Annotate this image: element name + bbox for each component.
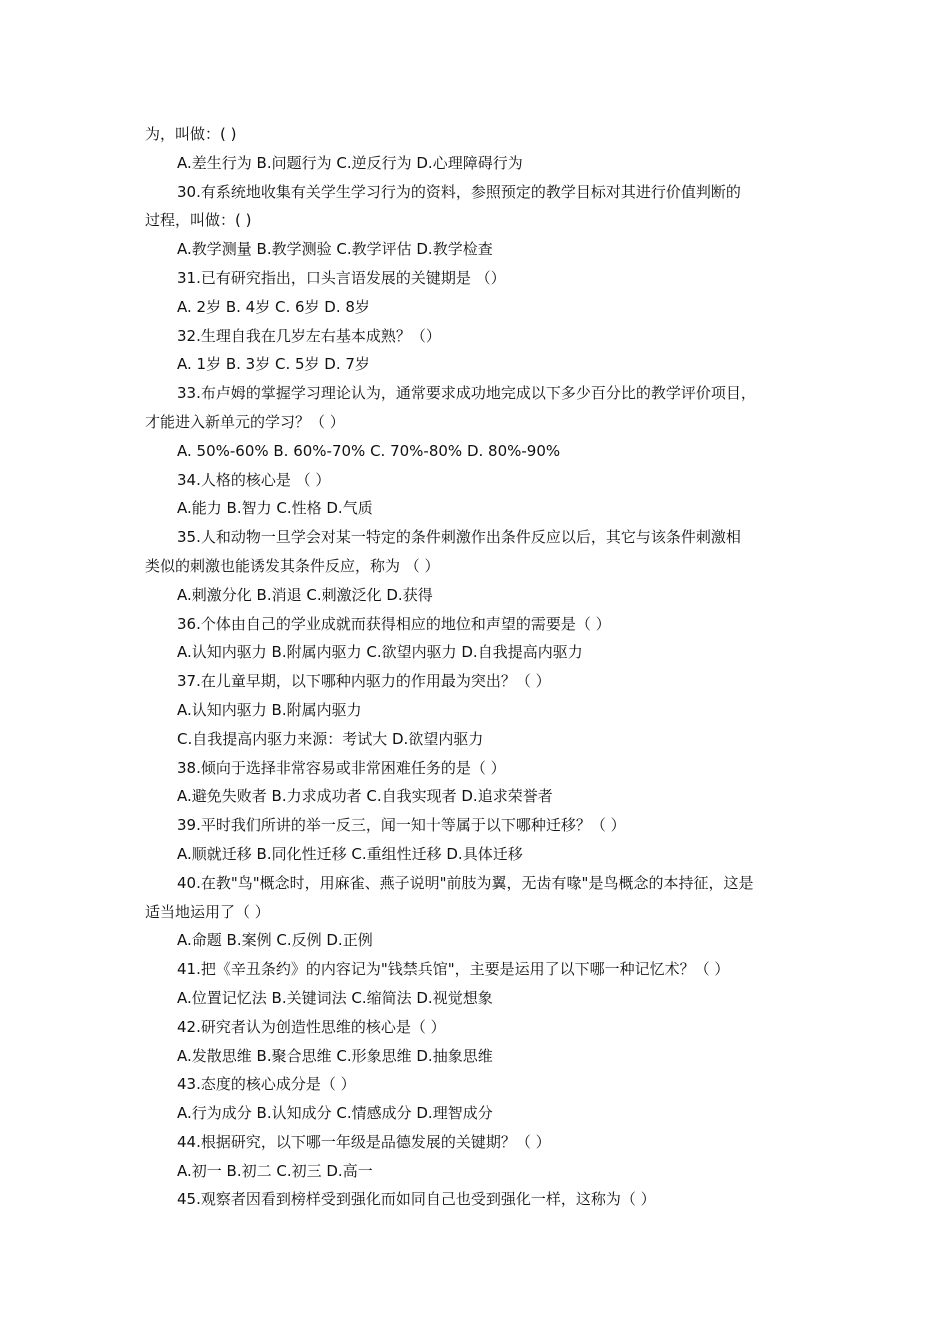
question-line: 40.在教"鸟"概念时，用麻雀、燕子说明"前肢为翼，无齿有喙"是鸟概念的本持征，这是: [177, 873, 754, 892]
question-line: 38.倾向于选择非常容易或非常困难任务的是（ ）: [177, 758, 506, 777]
question-line: 31.已有研究指出，口头言语发展的关键期是 （）: [177, 268, 506, 287]
question-line: 43.态度的核心成分是（ ）: [177, 1075, 356, 1094]
question-line: 41.把《辛丑条约》的内容记为"钱禁兵馆"，主要是运用了以下哪一种记忆术？（ ）: [177, 960, 730, 979]
question-line: 42.研究者认为创造性思维的核心是（ ）: [177, 1017, 446, 1036]
options-line: A.差生行为 B.问题行为 C.逆反行为 D.心理障碍行为: [177, 153, 523, 172]
question-continuation-line: 为，叫做：( ): [145, 125, 237, 143]
options-line: A.避免失败者 B.力求成功者 C.自我实现者 D.追求荣誉者: [177, 787, 553, 806]
question-line: 30.有系统地收集有关学生学习行为的资料，参照预定的教学目标对其进行价值判断的: [177, 182, 741, 201]
question-line: 39.平时我们所讲的举一反三，闻一知十等属于以下哪种迁移？（ ）: [177, 816, 626, 835]
options-line: A.初一 B.初二 C.初三 D.高一: [177, 1161, 373, 1180]
options-line: C.自我提高内驱力来源：考试大 D.欲望内驱力: [177, 729, 484, 748]
question-continuation-line: 适当地运用了（ ）: [145, 902, 270, 921]
options-line: A.教学测量 B.教学测验 C.教学评估 D.教学检查: [177, 240, 493, 259]
options-line: A.能力 B.智力 C.性格 D.气质: [177, 499, 373, 518]
options-line: A.顺就迁移 B.同化性迁移 C.重组性迁移 D.具体迁移: [177, 844, 523, 863]
question-continuation-line: 类似的刺激也能诱发其条件反应，称为 （ ）: [145, 556, 440, 575]
options-line: A. 1岁 B. 3岁 C. 5岁 D. 7岁: [177, 355, 370, 374]
options-line: A.刺激分化 B.消退 C.刺激泛化 D.获得: [177, 585, 433, 604]
options-line: A. 50%-60% B. 60%-70% C. 70%-80% D. 80%-90%: [177, 441, 561, 460]
question-line: 33.布卢姆的掌握学习理论认为，通常要求成功地完成以下多少百分比的教学评价项目，: [177, 384, 756, 403]
question-list: [145, 120, 810, 1214]
question-continuation-line: 才能进入新单元的学习？（ ）: [145, 412, 345, 431]
options-line: A.位置记忆法 B.关键词法 C.缩简法 D.视觉想象: [177, 988, 493, 1007]
question-line: 37.在儿童早期，以下哪种内驱力的作用最为突出？（ ）: [177, 672, 551, 691]
question-line: 44.根据研究，以下哪一年级是品德发展的关键期？（ ）: [177, 1132, 551, 1151]
options-line: A.命题 B.案例 C.反例 D.正例: [177, 931, 373, 950]
question-line: 35.人和动物一旦学会对某一特定的条件刺激作出条件反应以后，其它与该条件刺激相: [177, 528, 741, 547]
options-line: A.认知内驱力 B.附属内驱力: [177, 700, 362, 719]
question-line: 34.人格的核心是 （ ）: [177, 470, 331, 489]
options-line: A.行为成分 B.认知成分 C.情感成分 D.理智成分: [177, 1104, 493, 1123]
question-line: 32.生理自我在几岁左右基本成熟？（）: [177, 326, 441, 345]
question-continuation-line: 过程，叫做：( ): [145, 211, 252, 230]
options-line: A. 2岁 B. 4岁 C. 6岁 D. 8岁: [177, 297, 370, 316]
options-line: A.发散思维 B.聚合思维 C.形象思维 D.抽象思维: [177, 1046, 493, 1065]
question-line: 36.个体由自己的学业成就而获得相应的地位和声望的需要是（ ）: [177, 614, 611, 633]
options-line: A.认知内驱力 B.附属内驱力 C.欲望内驱力 D.自我提高内驱力: [177, 643, 583, 662]
question-line: 45.观察者因看到榜样受到强化而如同自己也受到强化一样，这称为（ ）: [177, 1190, 656, 1209]
